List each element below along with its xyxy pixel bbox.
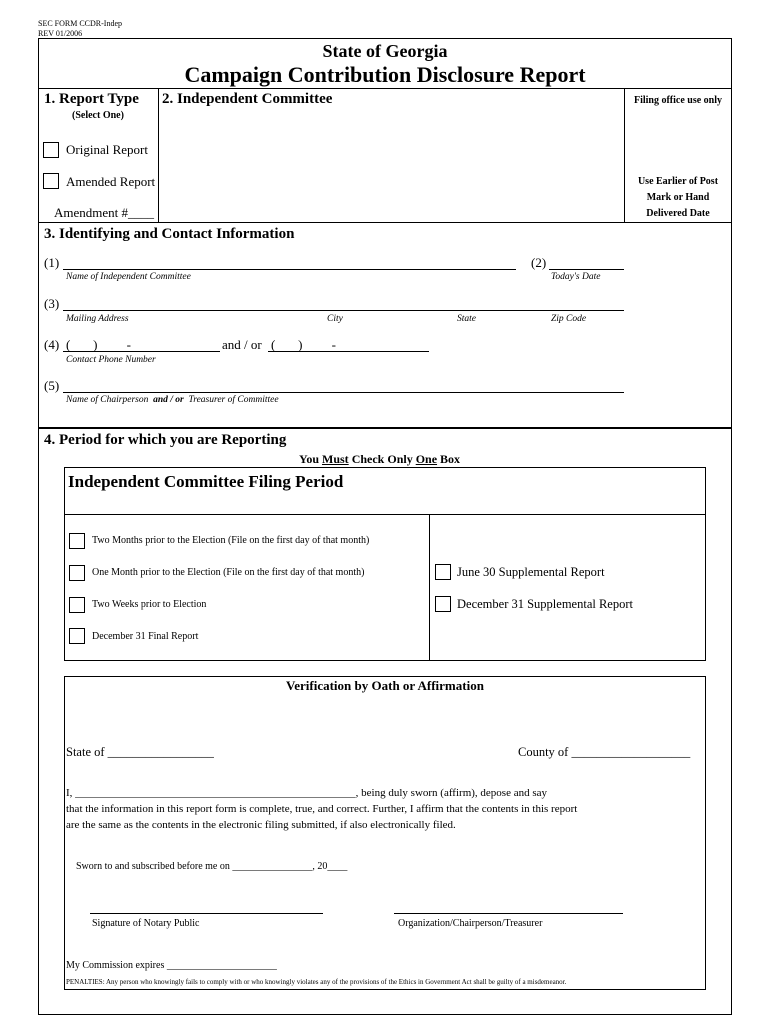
todays-date-label: Today's Date bbox=[551, 272, 601, 282]
instr-box: Box bbox=[440, 452, 461, 466]
june30-supplemental-label: June 30 Supplemental Report bbox=[457, 565, 605, 579]
original-report-label: Original Report bbox=[66, 142, 148, 157]
line-number-4: (4) bbox=[44, 337, 60, 352]
dec31-final-label: December 31 Final Report bbox=[92, 631, 199, 642]
committee-name-label: Name of Independent Committee bbox=[66, 272, 191, 282]
chairperson-label bbox=[66, 395, 279, 405]
amended-report-checkbox[interactable] bbox=[43, 173, 59, 189]
one-month-label: One Month prior to the Election (File on the first day of that month) bbox=[92, 567, 365, 578]
two-weeks-label: Two Weeks prior to Election bbox=[92, 599, 207, 610]
instr-check-only: Check Only bbox=[351, 452, 413, 466]
org-signature-line[interactable] bbox=[394, 913, 623, 914]
one-month-checkbox[interactable] bbox=[69, 565, 85, 581]
instr-you: You bbox=[299, 452, 320, 466]
filing-period-title: Independent Committee Filing Period bbox=[68, 472, 344, 491]
phone-1-field[interactable] bbox=[63, 351, 220, 352]
line-number-1: (1) bbox=[44, 255, 60, 270]
mailing-address-field[interactable] bbox=[63, 310, 624, 311]
oath-line-3: are the same as the contents in the electronic filing submitted, if also electronically filed. bbox=[66, 819, 456, 831]
verification-box bbox=[64, 676, 706, 990]
line-number-3: (3) bbox=[44, 296, 60, 311]
state-of-field[interactable]: State of _________________ bbox=[66, 745, 214, 759]
verification-title: Verification by Oath or Affirmation bbox=[286, 678, 484, 693]
filing-period-divider bbox=[429, 515, 430, 661]
two-weeks-checkbox[interactable] bbox=[69, 597, 85, 613]
phone-2-placeholder: ( ) - bbox=[271, 337, 336, 352]
form-revision: REV 01/2006 bbox=[38, 29, 83, 38]
commission-expires-field[interactable]: My Commission expires ______________________ bbox=[66, 960, 277, 971]
report-title: Campaign Contribution Disclosure Report bbox=[184, 62, 586, 87]
filing-office-note-1: Use Earlier of Post bbox=[637, 176, 719, 187]
mailing-address-label: Mailing Address bbox=[66, 314, 129, 324]
state-label: State bbox=[457, 314, 476, 324]
penalties-text: PENALTIES: Any person who knowingly fails to comply with or who knowingly violates any of the provisions of the Ethics in Government Act shall be guilty of a misdemeanor. bbox=[66, 978, 567, 986]
section1-title: 1. Report Type bbox=[44, 91, 139, 107]
section4-instruction bbox=[299, 452, 460, 467]
phone-label: Contact Phone Number bbox=[66, 355, 156, 365]
section3-title: 3. Identifying and Contact Information bbox=[44, 226, 295, 242]
notary-signature-label: Signature of Notary Public bbox=[92, 918, 200, 929]
org-signature-label: Organization/Chairperson/Treasurer bbox=[398, 918, 543, 929]
amended-report-label: Amended Report bbox=[66, 174, 156, 189]
oath-line-2: that the information in this report form is complete, true, and correct. Further, I affirm that the contents in this report bbox=[66, 803, 578, 815]
todays-date-field[interactable] bbox=[549, 269, 624, 270]
line-number-2: (2) bbox=[531, 255, 547, 270]
and-or-label: and / or bbox=[222, 337, 262, 352]
divider-1-2 bbox=[158, 89, 159, 223]
sworn-date-field[interactable]: Sworn to and subscribed before me on ________________, 20____ bbox=[76, 861, 348, 872]
state-title: State of Georgia bbox=[322, 41, 448, 61]
committee-name-field[interactable] bbox=[63, 269, 516, 270]
filing-office-note-2: Mark or Hand bbox=[646, 192, 710, 203]
city-label: City bbox=[327, 314, 343, 324]
chair-label-c: Treasurer of Committee bbox=[188, 395, 279, 405]
instr-one: One bbox=[415, 452, 438, 466]
chair-label-b: and / or bbox=[153, 395, 184, 405]
dec31-supplemental-checkbox[interactable] bbox=[435, 596, 451, 612]
two-months-label: Two Months prior to the Election (File on the first day of that month) bbox=[92, 535, 370, 546]
filing-office-title: Filing office use only bbox=[633, 95, 723, 106]
section1-subtitle: (Select One) bbox=[72, 110, 124, 121]
chair-label-a: Name of Chairperson bbox=[66, 395, 149, 405]
instr-must: Must bbox=[322, 452, 349, 466]
line-number-5: (5) bbox=[44, 378, 60, 393]
phone-1-placeholder: ( ) - bbox=[66, 337, 131, 352]
dec31-supplemental-label: December 31 Supplemental Report bbox=[457, 597, 633, 611]
two-months-checkbox[interactable] bbox=[69, 533, 85, 549]
zip-label: Zip Code bbox=[551, 314, 587, 324]
dec31-final-checkbox[interactable] bbox=[69, 628, 85, 644]
section2-title: 2. Independent Committee bbox=[162, 91, 333, 107]
phone-2-field[interactable] bbox=[268, 351, 429, 352]
section4-title: 4. Period for which you are Reporting bbox=[44, 432, 287, 448]
notary-signature-line[interactable] bbox=[90, 913, 323, 914]
amendment-number-field[interactable]: Amendment #____ bbox=[54, 205, 155, 220]
county-of-field[interactable]: County of ___________________ bbox=[518, 745, 691, 759]
chairperson-field[interactable] bbox=[63, 392, 624, 393]
original-report-checkbox[interactable] bbox=[43, 142, 59, 158]
oath-line-1: I, ___________________________________________________, being duly sworn (affirm), depose and say bbox=[66, 787, 547, 799]
filing-office-note-3: Delivered Date bbox=[646, 208, 710, 219]
june30-supplemental-checkbox[interactable] bbox=[435, 564, 451, 580]
form-id: SEC FORM CCDR-Indep bbox=[38, 19, 123, 28]
